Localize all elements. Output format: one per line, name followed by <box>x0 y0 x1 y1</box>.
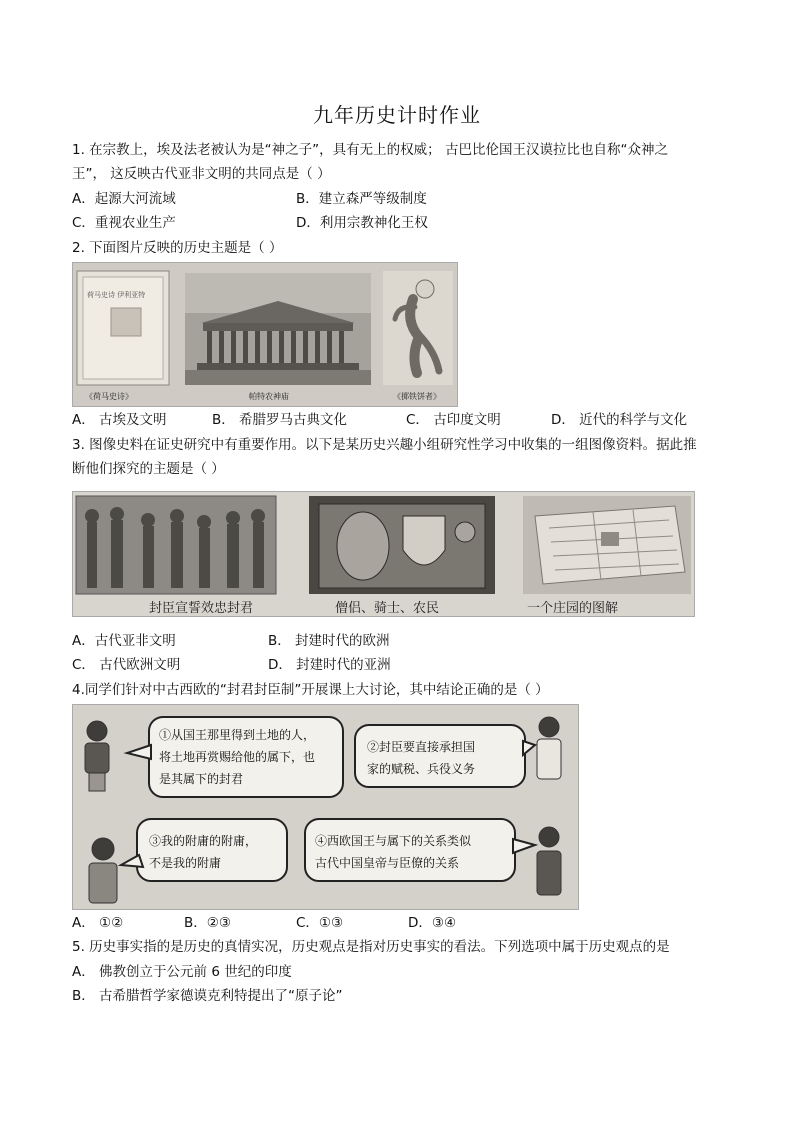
q2-figure <box>72 262 458 407</box>
page-title: 九年历史计时作业 <box>313 103 481 127</box>
q4-option-b[interactable]: B．②③ <box>184 915 231 931</box>
q2-caption-2: 帕特农神庙 <box>249 392 289 401</box>
q4-stem: 4.同学们针对中古西欧的“封君封臣制”开展课上大讨论，其中结论正确的是（ ） <box>72 682 549 698</box>
q4-bubble3-line2: 不是我的附庸 <box>149 856 222 870</box>
q4-bubble4-line1: ④西欧国王与属下的关系类似 <box>315 834 472 848</box>
q3-stem-line1: 3. 图像史料在证史研究中有重要作用。以下是某历史兴趣小组研究性学习中收集的一组图像资料。据此推 <box>72 437 697 453</box>
q3-figure <box>72 491 695 617</box>
q5-stem: 5. 历史事实指的是历史的真情实况，历史观点是指对历史事实的看法。下列选项中属于历史观点的是 <box>72 939 670 955</box>
q1-option-b[interactable]: B．建立森严等级制度 <box>296 191 427 207</box>
q3-option-c[interactable]: C． 古代欧洲文明 <box>72 657 181 673</box>
q3-caption-2: 僧侣、骑士、农民 <box>335 601 440 616</box>
q4-bubble1-line3: 是其属下的封君 <box>159 772 244 786</box>
q1-option-a[interactable]: A．起源大河流域 <box>72 191 176 207</box>
q3-option-a[interactable]: A．古代亚非文明 <box>72 633 176 649</box>
q4-figure <box>72 704 579 910</box>
q2-option-d[interactable]: D． 近代的科学与文化 <box>551 412 688 428</box>
q4-option-d[interactable]: D．③④ <box>408 915 457 931</box>
q1-stem-line2: 王”， 这反映古代亚非文明的共同点是（ ） <box>72 166 331 182</box>
q4-bubble1-line2: 将土地再赏赐给他的属下，也 <box>159 750 316 764</box>
q3-option-b[interactable]: B． 封建时代的欧洲 <box>268 633 390 649</box>
q3-stem-line2: 断他们探究的主题是（ ） <box>72 461 225 477</box>
q5-option-a[interactable]: A． 佛教创立于公元前 6 世纪的印度 <box>72 964 292 980</box>
q3-caption-1: 封臣宣誓效忠封君 <box>149 601 254 616</box>
q5-option-b[interactable]: B． 古希腊哲学家德谟克利特提出了“原子论” <box>72 988 343 1004</box>
q2-caption-3: 《掷铁饼者》 <box>393 392 441 401</box>
q1-stem-line1: 1. 在宗教上，埃及法老被认为是“神之子”，具有无上的权威； 古巴比伦国王汉谟拉比也自称“众神之 <box>72 142 668 158</box>
q2-caption-1: 《荷马史诗》 <box>85 392 133 401</box>
q3-option-d[interactable]: D． 封建时代的亚洲 <box>268 657 391 673</box>
q4-option-a[interactable]: A． ①② <box>72 915 124 931</box>
q2-option-b[interactable]: B． 希腊罗马古典文化 <box>212 412 348 428</box>
q2-option-a[interactable]: A． 古埃及文明 <box>72 412 167 428</box>
q3-caption-3: 一个庄园的图解 <box>527 601 619 616</box>
q1-option-c[interactable]: C．重视农业生产 <box>72 215 176 231</box>
q4-option-c[interactable]: C．①③ <box>296 915 344 931</box>
q1-option-d[interactable]: D．利用宗教神化王权 <box>296 215 428 231</box>
q4-bubble3-line1: ③我的附庸的附庸， <box>149 834 258 848</box>
q4-bubble4-line2: 古代中国皇帝与臣僚的关系 <box>315 856 460 870</box>
q4-bubble2-line2: 家的赋税、兵役义务 <box>367 762 476 776</box>
q2-book-text: 荷马史诗 伊利亚特 <box>87 291 146 299</box>
q2-option-c[interactable]: C． 古印度文明 <box>406 412 501 428</box>
q4-bubble2-line1: ②封臣要直接承担国 <box>367 740 476 754</box>
q4-bubble1-line1: ①从国王那里得到土地的人， <box>159 728 316 742</box>
q2-stem: 2. 下面图片反映的历史主题是（ ） <box>72 240 283 256</box>
